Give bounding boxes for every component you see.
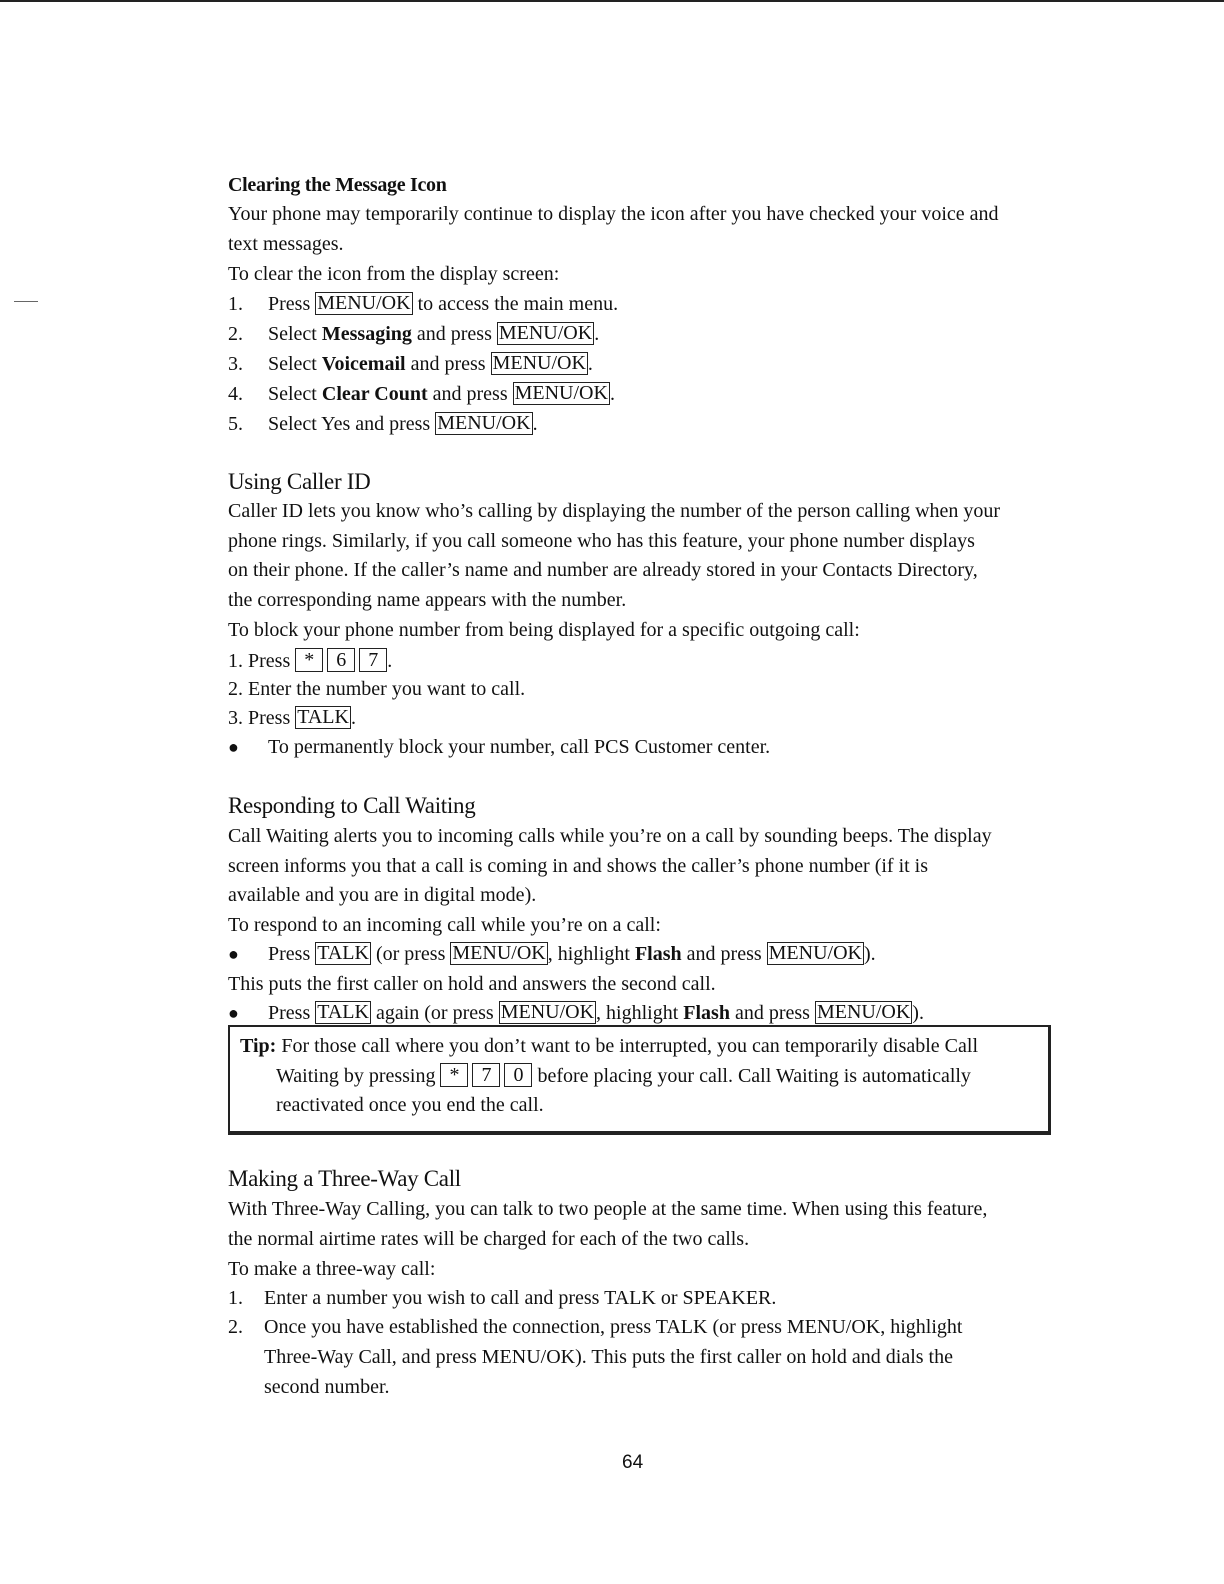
callerid-para-line: phone rings. Similarly, if you call someone who has this feature, your phone number displays	[228, 530, 975, 552]
waiting-bullet-1	[228, 942, 876, 966]
callerid-para-line: the corresponding name appears with the number.	[228, 589, 627, 611]
bullet-icon: ●	[228, 944, 239, 964]
step-text: to access the main menu.	[412, 293, 619, 315]
menu-option-label: Clear Count	[321, 383, 428, 405]
step-text: Press	[268, 293, 316, 315]
callerid-step-3	[228, 706, 356, 730]
step-text: Select	[268, 353, 322, 375]
talk-key: TALK	[317, 942, 369, 964]
waiting-para-3: This puts the first caller on hold and answers the second call.	[228, 973, 716, 995]
menu-ok-key: MENU/OK	[514, 382, 608, 404]
threeway-step-2	[228, 1315, 962, 1339]
callerid-para-line: Caller ID lets you know who’s calling by displaying the number of the person calling when your	[228, 500, 1001, 522]
menu-ok-key: MENU/OK	[317, 292, 411, 314]
threeway-step-1	[228, 1286, 776, 1310]
menu-ok-key: MENU/OK	[492, 352, 586, 374]
step-text: .	[609, 383, 615, 405]
callerid-step-2: 2. Enter the number you want to call.	[228, 678, 526, 700]
menu-ok-key: MENU/OK	[498, 322, 593, 344]
callerid-step-1	[228, 648, 392, 673]
step-number: 4.	[228, 383, 243, 405]
threeway-step-2-cont: second number.	[264, 1376, 390, 1398]
step-number: 2.	[228, 1316, 243, 1338]
tip-text: before placing your call. Call Waiting is automatically	[532, 1065, 971, 1087]
bullet-text: ).	[912, 1002, 924, 1024]
bullet-text: again (or press	[370, 1002, 499, 1024]
bullet-text: and press	[681, 943, 767, 965]
page-number: 64	[622, 1452, 644, 1473]
bullet-text: , highlight	[547, 943, 635, 965]
step-text: and press	[427, 383, 513, 405]
talk-key: TALK	[297, 706, 349, 728]
flash-label: Flash	[683, 1002, 730, 1024]
step-text: Select	[268, 323, 322, 345]
menu-ok-key: MENU/OK	[437, 412, 531, 434]
callerid-para-line: on their phone. If the caller’s name and number are already stored in your Contacts Directory,	[228, 559, 978, 581]
callerid-para-2: To block your phone number from being displayed for a specific outgoing call:	[228, 619, 860, 641]
step-text: Enter a number you wish to call and press TALK or SPEAKER.	[264, 1287, 777, 1309]
clearing-step-2	[228, 322, 599, 346]
clearing-heading: Clearing the Message Icon	[228, 174, 447, 196]
threeway-heading: Making a Three-Way Call	[228, 1166, 461, 1191]
clearing-para-1b: text messages.	[228, 233, 344, 255]
six-key: 6	[327, 648, 355, 672]
step-number: 1.	[228, 293, 243, 315]
threeway-step-2-cont: Three-Way Call, and press MENU/OK). This puts the first caller on hold and dials the	[264, 1346, 953, 1368]
step-number: 5.	[228, 413, 243, 435]
step-text: Select	[268, 383, 322, 405]
talk-key: TALK	[317, 1001, 369, 1023]
step-text: Once you have established the connection, press TALK (or press MENU/OK, highlight	[264, 1316, 963, 1338]
tip-label: Tip:	[240, 1035, 277, 1057]
threeway-para-2: To make a three-way call:	[228, 1258, 436, 1280]
tip-line-1	[240, 1034, 978, 1058]
step-text: and press	[405, 353, 491, 375]
tip-line-2	[276, 1063, 971, 1088]
menu-option-label: Voicemail	[321, 353, 406, 375]
step-text: .	[587, 353, 593, 375]
menu-ok-key: MENU/OK	[500, 1001, 595, 1023]
step-number: 3.	[228, 353, 243, 375]
callerid-note	[228, 735, 770, 759]
bullet-text: Press	[268, 1002, 316, 1024]
menu-option-label: Messaging	[321, 323, 412, 345]
clearing-step-3	[228, 352, 593, 376]
step-text: and press	[411, 323, 497, 345]
step-text: 1. Press	[228, 650, 296, 672]
step-number: 1.	[228, 1287, 243, 1309]
zero-key: 0	[504, 1063, 532, 1087]
menu-ok-key: MENU/OK	[768, 942, 862, 964]
waiting-para-line: screen informs you that a call is coming in and shows the caller’s phone number (if it is	[228, 855, 929, 877]
waiting-heading: Responding to Call Waiting	[228, 793, 476, 818]
threeway-para-1a: With Three-Way Calling, you can talk to two people at the same time. When using this feature,	[228, 1198, 988, 1220]
step-text: .	[387, 650, 393, 672]
tip-text: For those call where you don’t want to be interrupted, you can temporarily disable Call	[276, 1035, 978, 1057]
clearing-para-1a: Your phone may temporarily continue to display the icon after you have checked your voice and	[228, 203, 999, 225]
top-rule	[0, 0, 1224, 2]
waiting-bullet-2	[228, 1001, 924, 1025]
tip-text: Waiting by pressing	[276, 1065, 441, 1087]
bullet-text: and press	[729, 1002, 815, 1024]
step-text: .	[594, 323, 600, 345]
menu-ok-key: MENU/OK	[816, 1001, 911, 1023]
step-text: .	[532, 413, 538, 435]
step-text: 3. Press	[228, 707, 296, 729]
waiting-para-line: Call Waiting alerts you to incoming calls while you’re on a call by sounding beeps. The display	[228, 825, 992, 847]
step-text: .	[350, 707, 356, 729]
bullet-icon: ●	[228, 1003, 239, 1023]
threeway-para-1b: the normal airtime rates will be charged for each of the two calls.	[228, 1228, 750, 1250]
flash-label: Flash	[634, 943, 682, 965]
callerid-heading: Using Caller ID	[228, 469, 371, 494]
menu-ok-key: MENU/OK	[452, 942, 546, 964]
waiting-para-2: To respond to an incoming call while you’re on a call:	[228, 914, 661, 936]
seven-key: 7	[359, 648, 387, 672]
clearing-para-2: To clear the icon from the display screen:	[228, 263, 560, 285]
waiting-para-line: available and you are in digital mode).	[228, 884, 537, 906]
margin-mark	[14, 301, 38, 302]
bullet-text: ).	[863, 943, 876, 965]
step-number: 2.	[228, 323, 243, 345]
step-text: Select Yes and press	[268, 413, 436, 435]
star-key: *	[440, 1063, 468, 1087]
note-text: To permanently block your number, call PCS Customer center.	[268, 736, 771, 758]
bullet-text: (or press	[370, 943, 451, 965]
star-key: *	[295, 648, 323, 672]
clearing-step-4	[228, 382, 615, 406]
bullet-text: Press	[268, 943, 316, 965]
clearing-step-5	[228, 412, 538, 436]
seven-key: 7	[472, 1063, 500, 1087]
bullet-icon: ●	[228, 737, 239, 757]
tip-line-3: reactivated once you end the call.	[276, 1094, 544, 1116]
clearing-step-1	[228, 292, 618, 316]
bullet-text: , highlight	[596, 1002, 684, 1024]
